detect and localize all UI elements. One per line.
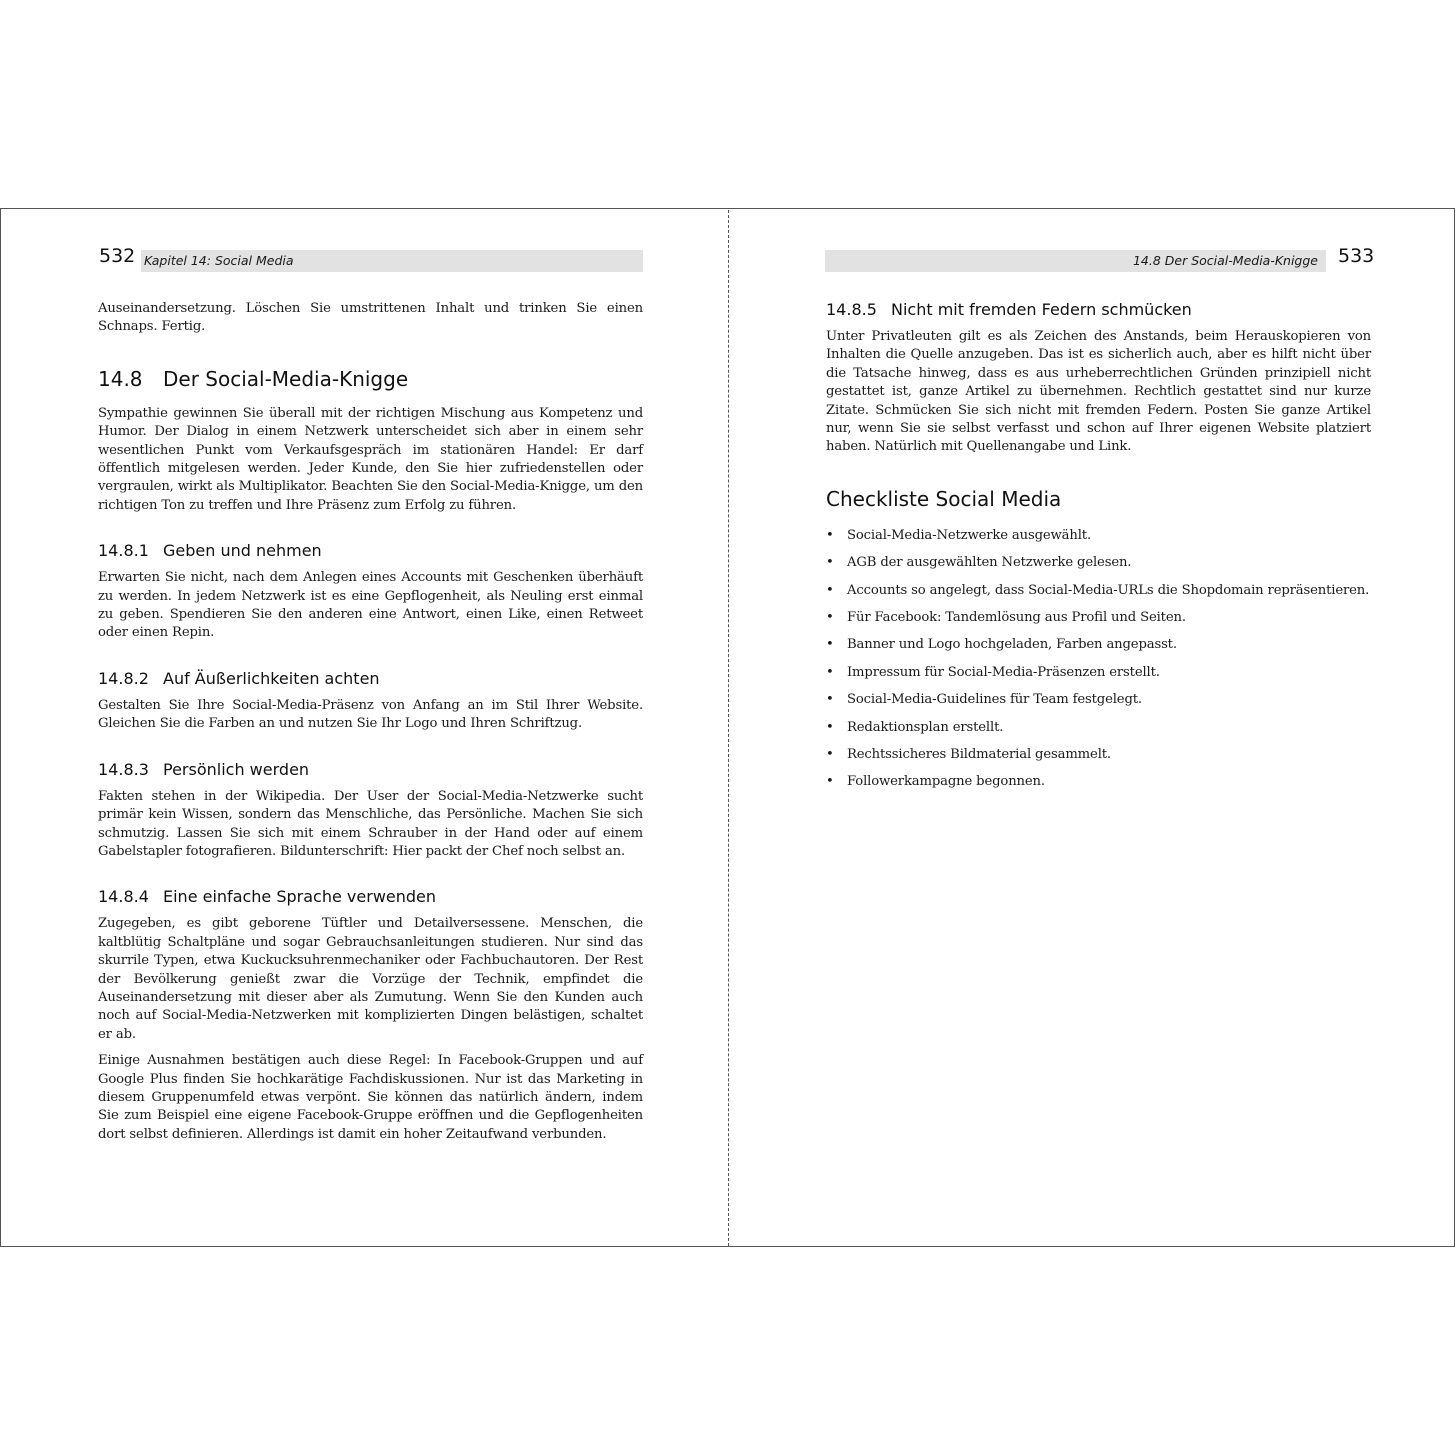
bullet-icon: •: [826, 527, 834, 543]
subsection-paragraph: Erwarten Sie nicht, nach dem Anlegen eines Accounts mit Geschenken überhäuft zu werden. In jedem Netzwerk ist es eine Gepflogenheit, als Neuling erst einmal zu geben. Spendieren Sie den anderen eine Antwort, einen Like, einen Retweet oder einen Repin.: [98, 570, 643, 641]
page-number: 532: [99, 245, 136, 267]
left-page: [98, 245, 643, 1152]
right-page-header: [826, 245, 1375, 270]
checklist-item: [826, 636, 1371, 654]
bullet-icon: •: [826, 555, 834, 571]
bullet-icon: •: [826, 746, 834, 762]
subsection-heading: [98, 541, 643, 560]
running-head: Kapitel 14: Social Media: [141, 250, 643, 272]
bullet-icon: •: [826, 774, 834, 790]
checklist-item-text: Social-Media-Guidelines für Team festgelegt.: [847, 692, 1142, 708]
subsection-number: 14.8.4: [98, 887, 149, 907]
subsection-paragraph: Einige Ausnahmen bestätigen auch diese Regel: In Facebook-Gruppen und auf Google Plus finden Sie hochkarätige Fachdiskussionen. Nur ist das Marketing in diesem Gruppenumfeld etwas verpönt. Sie können das natürlich ändern, indem Sie zum Beispiel eine eigene Facebook-Gruppe eröffnen und die Gepflogenheiten dort selbst definieren. Allerdings ist damit ein hoher Zeitaufwand verbunden.: [98, 1053, 643, 1142]
checklist-item-text: Banner und Logo hochgeladen, Farben angepasst.: [847, 637, 1177, 653]
subsection-heading: [98, 887, 643, 906]
subsection-number: 14.8.5: [826, 300, 877, 319]
bullet-icon: •: [826, 664, 834, 680]
subsection-heading: [98, 760, 643, 779]
checklist-item: [826, 582, 1371, 600]
section-paragraph: Sympathie gewinnen Sie überall mit der richtigen Mischung aus Kompetenz und Humor. Der Dialog in einem Netzwerk unterscheidet sich aber in einem sehr wesentlichen Punkt vom Verkaufsgespräch im stationären Handel: Er darf öffentlich mitgelesen werden. Jeder Kunde, den Sie hier zufriedenstellen oder vergraulen, wirkt als Multiplikator. Beachten Sie den Social-Media-Knigge, um den richtigen Ton zu treffen und Ihre Präsenz zum Erfolg zu führen.: [98, 405, 643, 513]
bullet-icon: •: [826, 719, 834, 735]
checklist-item-text: AGB der ausgewählten Netzwerke gelesen.: [847, 555, 1132, 571]
section-heading: [98, 367, 643, 391]
checklist: [826, 527, 1371, 792]
checklist-item-text: Accounts so angelegt, dass Social-Media-URLs die Shopdomain repräsentieren.: [847, 582, 1370, 598]
subsection-heading: [98, 669, 643, 688]
running-head: 14.8 Der Social-Media-Knigge: [825, 250, 1326, 272]
page-fold-divider: [728, 210, 729, 1246]
bullet-icon: •: [826, 610, 834, 626]
left-page-header: [98, 245, 643, 270]
checklist-item: [826, 527, 1371, 545]
bullet-icon: •: [826, 692, 834, 708]
checklist-item: [826, 719, 1371, 737]
subsection-title: Auf Äußerlichkeiten achten: [163, 668, 380, 688]
subsection-paragraph: Zugegeben, es gibt geborene Tüftler und Detailversessene. Menschen, die kaltblütig Schaltpläne und sogar Gebrauchsanleitungen studieren. Nur sind das skurrile Typen, etwa Kuckucksuhrenmechaniker oder Fachbuchautoren. Der Rest der Bevölkerung genießt zwar die Vorzüge der Technik, empfindet die Auseinandersetzung mit dieser aber als Zumutung. Wenn Sie den Kunden auch noch auf Social-Media-Netzwerken mit komplizierten Dingen belästigen, schaltet er ab.: [98, 916, 643, 1042]
subsection-title: Geben und nehmen: [163, 541, 322, 561]
subsection-title: Persönlich werden: [163, 759, 310, 779]
subsection-title: Eine einfache Sprache verwenden: [163, 887, 437, 907]
right-page: [826, 245, 1375, 801]
checklist-item-text: Für Facebook: Tandemlösung aus Profil und Seiten.: [847, 610, 1186, 626]
checklist-item: [826, 746, 1371, 764]
checklist-item: [826, 664, 1371, 682]
intro-paragraph: Auseinandersetzung. Löschen Sie umstrittenen Inhalt und trinken Sie einen Schnaps. Fertig.: [98, 301, 643, 335]
subsection-number: 14.8.2: [98, 668, 149, 688]
checklist-item: [826, 773, 1371, 791]
subsection-heading: [826, 300, 1371, 319]
checklist-item: [826, 691, 1371, 709]
subsection-paragraph: Gestalten Sie Ihre Social-Media-Präsenz von Anfang an im Stil Ihrer Website. Gleichen Sie die Farben an und nutzen Sie Ihr Logo und Ihren Schriftzug.: [98, 697, 643, 732]
bullet-icon: •: [826, 582, 834, 598]
checklist-heading: Checkliste Social Media: [826, 486, 1062, 511]
checklist-item-text: Impressum für Social-Media-Präsenzen erstellt.: [847, 664, 1160, 680]
subsection-paragraph: Fakten stehen in der Wikipedia. Der User der Social-Media-Netzwerke sucht primär kein Wissen, sondern das Menschliche, das Persönliche. Machen Sie sich schmutzig. Lassen Sie sich mit einem Schrauber in der Hand oder auf einem Gabelstapler fotografieren. Bildunterschrift: Hier packt der Chef noch selbst an.: [98, 788, 643, 859]
bullet-icon: •: [826, 637, 834, 653]
checklist-item-text: Followerkampagne begonnen.: [847, 774, 1045, 790]
subsection-number: 14.8.3: [98, 759, 149, 779]
subsection-title: Nicht mit fremden Federn schmücken: [891, 300, 1192, 319]
checklist-item: [826, 554, 1371, 572]
checklist-item-text: Rechtssicheres Bildmaterial gesammelt.: [847, 746, 1111, 762]
subsection-paragraph: Unter Privatleuten gilt es als Zeichen des Anstands, beim Herauskopieren von Inhalten die Quelle anzugeben. Das ist es sicherlich auch, aber es hilft nicht über die Tatsache hinweg, dass es aus urheberrechtlichen Gründen prinzipiell nicht gestattet ist, ganze Artikel zu übernehmen. Rechtlich gestattet sind nur kurze Zitate. Schmücken Sie sich nicht mit fremden Federn. Posten Sie ganze Artikel nur, wenn Sie sie selbst verfasst und schon auf Ihrer eigenen Website platziert haben. Natürlich mit Quellenangabe und Link.: [826, 329, 1371, 455]
checklist-item-text: Social-Media-Netzwerke ausgewählt.: [847, 527, 1091, 543]
checklist-item: [826, 609, 1371, 627]
section-title: Der Social-Media-Knigge: [163, 366, 409, 391]
checklist-item-text: Redaktionsplan erstellt.: [847, 719, 1004, 735]
section-number: 14.8: [98, 366, 143, 391]
subsection-number: 14.8.1: [98, 541, 149, 561]
page-number: 533: [1338, 245, 1375, 267]
